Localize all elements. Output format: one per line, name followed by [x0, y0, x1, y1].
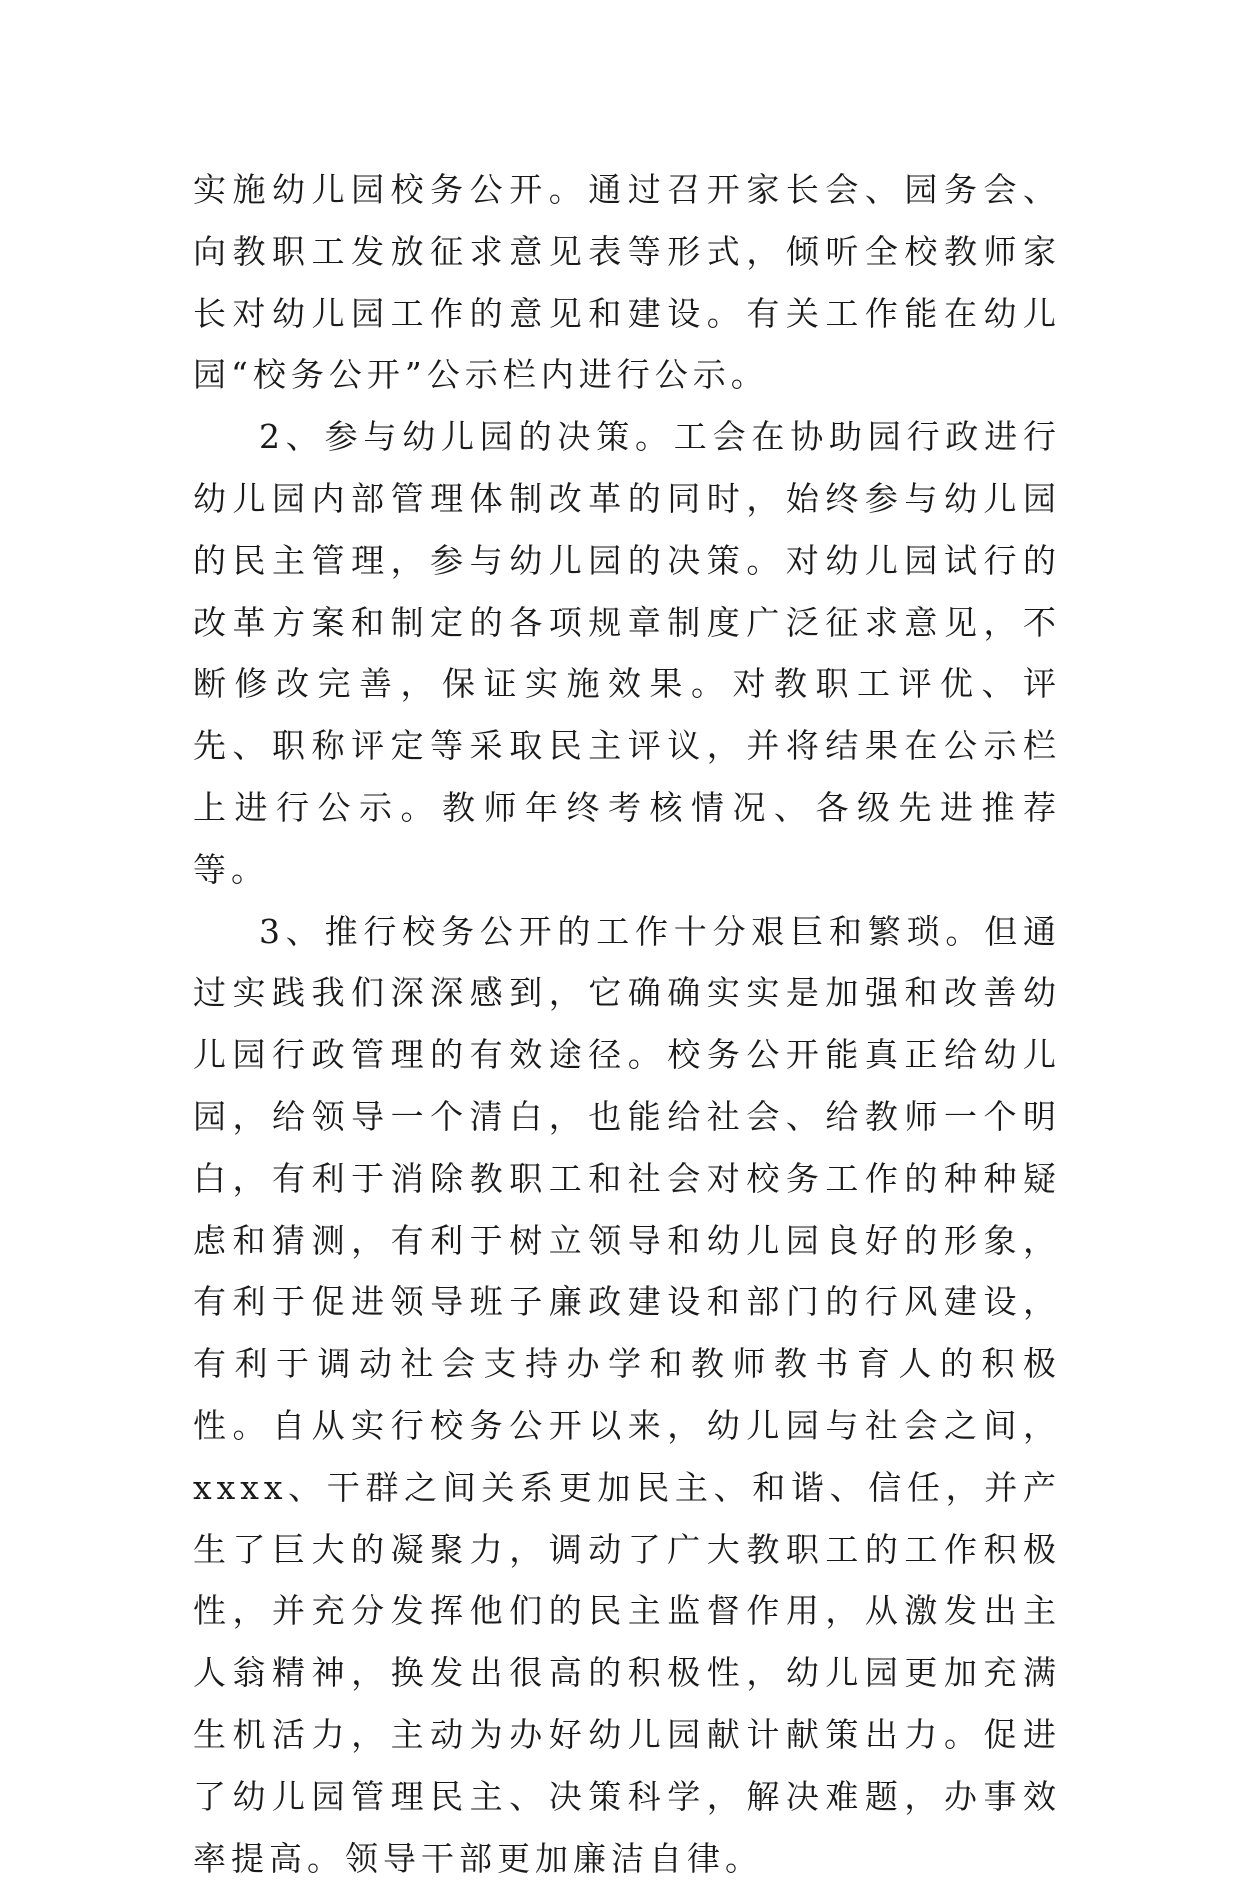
paragraph-item-2: 2、参与幼儿园的决策。工会在协助园行政进行幼儿园内部管理体制改革的同时，始终参与幼儿园的民主管理，参与幼儿园的决策。对幼儿园试行的改革方案和制定的各项规章制度广泛征求意见，不断修改完善，保证实施效果。对教职工评优、评先、职称评定等采取民主评议，并将结果在公示栏上进行公示。教师年终考核情况、各级先进推荐等。: [193, 417, 1061, 889]
paragraph-item-3: 3、推行校务公开的工作十分艰巨和繁琐。但通过实践我们深深感到，它确确实实是加强和改善幼儿园行政管理的有效途径。校务公开能真正给幼儿园，给领导一个清白，也能给社会、给教师一个明白，有利于消除教职工和社会对校务工作的种种疑虑和猜测，有利于树立领导和幼儿园良好的形象，有利于促进领导班子廉政建设和部门的行风建设，有利于调动社会支持办学和教师教书育人的积极性。自从实行校务公开以来，幼儿园与社会之间，xxxx、干群之间关系更加民主、和谐、信任，并产生了巨大的凝聚力，调动了广大教职工的工作积极性，并充分发挥他们的民主监督作用，从激发出主人翁精神，换发出很高的积极性，幼儿园更加充满生机活力，主动为办好幼儿园献计献策出力。促进了幼儿园管理民主、决策科学，解决难题，办事效率提高。领导干部更加廉洁自律。: [193, 911, 1061, 1878]
paragraph-intro-continuation: 实施幼儿园校务公开。通过召开家长会、园务会、向教职工发放征求意见表等形式，倾听全校教师家长对幼儿园工作的意见和建设。有关工作能在幼儿园“校务公开”公示栏内进行公示。: [193, 170, 1061, 395]
document-body: [193, 159, 1061, 1889]
